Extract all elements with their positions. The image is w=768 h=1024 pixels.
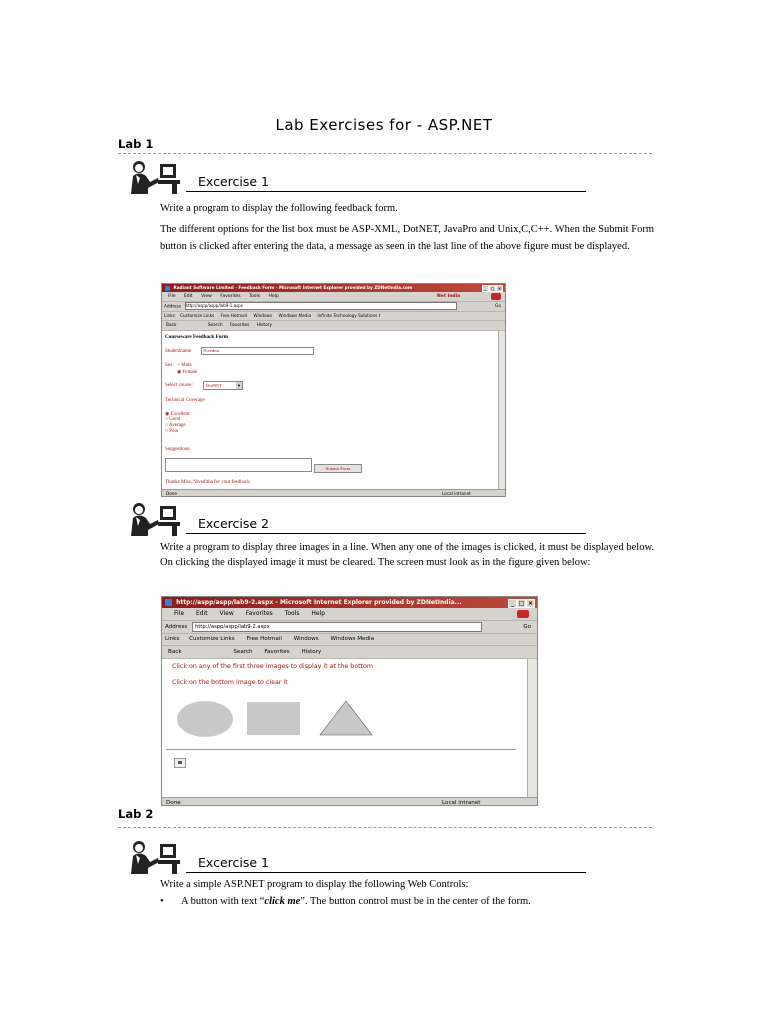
address-bar (162, 302, 505, 312)
window-title: http://aspp/aspp/lab9-2.aspx - Microsoft Internet Explorer provided by ZDNetIndia... (176, 599, 462, 606)
address-label: Address (165, 624, 188, 630)
go-button[interactable]: Go (495, 304, 501, 309)
coverage-option-good[interactable]: ○ Good (165, 417, 181, 422)
course-select[interactable] (203, 381, 243, 390)
links-label: Links (164, 313, 175, 318)
toolbar (162, 321, 505, 331)
back-button[interactable]: Back (168, 649, 182, 655)
submit-form-button[interactable]: Submit Form (314, 464, 362, 473)
ie-logo-icon (165, 599, 172, 606)
zone-text: Local intranet (442, 800, 481, 806)
status-text: Done (166, 800, 181, 806)
menu-bar (162, 608, 537, 621)
exercise-2-description: Write a program to display three images in a line. When any one of the images is clicked, it must be displayed below. On clicking the displayed image it must be cleared. The screen must look as in the figure given below: (160, 542, 654, 568)
links-bar (162, 634, 537, 646)
search-button[interactable]: Search (233, 649, 253, 655)
separator-line (166, 749, 516, 750)
triangle-image[interactable] (318, 699, 374, 737)
link-hotmail[interactable]: Free Hotmail (246, 636, 282, 642)
search-button[interactable]: Search (207, 323, 223, 328)
back-button[interactable]: Back (166, 323, 177, 328)
coverage-excellent-label: Excellent (170, 412, 190, 417)
exercise-2-rule (186, 533, 586, 534)
close-icon[interactable]: × (497, 286, 502, 291)
lab-1-heading: Lab 1 (118, 137, 154, 151)
link-infinite[interactable]: Infinite Technology Solutions t (317, 313, 381, 318)
link-customize[interactable]: Customize Links (180, 313, 215, 318)
student-name-input[interactable]: Nivedita (201, 347, 314, 355)
exercise-1-title: Excercise 1 (198, 174, 269, 189)
menu-favorites[interactable]: Favorites (245, 610, 273, 617)
ie-logo-icon (517, 610, 529, 618)
links-label: Links (165, 636, 180, 642)
rectangle-image[interactable] (246, 701, 302, 737)
lab-2-divider (118, 827, 652, 828)
maximize-icon[interactable]: □ (518, 600, 525, 607)
link-customize[interactable]: Customize Links (189, 636, 235, 642)
brand-logo: Net India (437, 294, 461, 299)
person-at-computer-icon (128, 500, 184, 536)
person-at-computer-icon (128, 838, 184, 874)
menu-file[interactable]: File (174, 610, 185, 617)
address-input[interactable]: http://aspp/aspp/lab9-1.aspx (185, 302, 457, 310)
images-screenshot (161, 596, 538, 806)
menu-help[interactable]: Help (311, 610, 326, 617)
links-bar (162, 312, 505, 321)
window-title: Radiant Software Limited - Feedback Form - Microsoft Internet Explorer provided by ZDNetIndia.com (173, 285, 413, 290)
person-at-computer-icon (128, 158, 184, 194)
feedback-form-screenshot (161, 283, 506, 497)
vertical-scrollbar[interactable] (498, 331, 505, 489)
ellipse-image[interactable] (176, 699, 236, 739)
link-hotmail[interactable]: Free Hotmail (220, 313, 248, 318)
close-icon[interactable]: × (527, 600, 534, 607)
menu-edit[interactable]: Edit (183, 294, 193, 299)
sex-option-male-label: Male (181, 363, 192, 368)
coverage-good-label: Good (169, 417, 181, 422)
coverage-average-label: Average (169, 423, 186, 428)
menu-help[interactable]: Help (268, 294, 279, 299)
coverage-option-excellent[interactable]: ◉ Excellent (165, 412, 190, 417)
maximize-icon[interactable]: □ (490, 286, 495, 291)
coverage-poor-label: Poor (169, 429, 179, 434)
menu-view[interactable]: View (201, 294, 212, 299)
exercise-1-rule (186, 191, 586, 192)
link-windows-media[interactable]: Windows Media (278, 313, 312, 318)
sex-option-male[interactable]: ○ Male (177, 363, 192, 368)
exercise-2-title: Excercise 2 (198, 516, 269, 531)
window-title-bar (162, 597, 537, 608)
page-content (162, 331, 505, 489)
instruction-line-1: Click on any of the first three images to display it at the bottom (172, 663, 374, 670)
thanks-message: Thanks Miss. Niveditha for your feedback. (165, 480, 251, 485)
link-windows[interactable]: Windows (293, 636, 319, 642)
exercise-1-description: The different options for the list box must be ASP-XML, DotNET, JavaPro and Unix,C,C++. When the Submit Form button is clicked after entering the data, a message as seen in the last line of the above figure must be displayed. (160, 224, 654, 252)
history-button[interactable]: History (301, 649, 322, 655)
history-button[interactable]: History (256, 323, 273, 328)
student-name-label: Studentname (165, 349, 192, 354)
menu-edit[interactable]: Edit (195, 610, 208, 617)
vertical-scrollbar[interactable] (527, 659, 537, 797)
coverage-label: Technical Coverage (165, 398, 205, 403)
lab-2-exercise-1-rule (186, 872, 586, 873)
broken-image-icon[interactable] (174, 758, 186, 768)
menu-tools[interactable]: Tools (249, 294, 261, 299)
course-select-value: DotNET (206, 383, 222, 388)
coverage-option-average[interactable]: ○ Average (165, 423, 186, 428)
sex-label: Sex: (165, 363, 174, 368)
status-bar (162, 489, 505, 497)
chevron-down-icon: ▼ (237, 383, 241, 388)
status-text: Done (166, 491, 178, 496)
address-label: Address (164, 304, 182, 310)
minimize-icon[interactable]: _ (482, 285, 489, 292)
favorites-button[interactable]: Favorites (264, 649, 290, 655)
zone-text: Local intranet (442, 491, 471, 496)
menu-view[interactable]: View (219, 610, 234, 617)
bullet-text-start: A button with text “ (181, 896, 265, 907)
lab-2-bullet-item (160, 893, 654, 910)
instruction-line-2: Click on the bottom image to clear it (172, 679, 288, 686)
suggestions-label: Suggestions: (165, 447, 191, 452)
go-button[interactable]: Go (523, 624, 531, 630)
page-content (162, 659, 537, 797)
lab-1-divider (118, 153, 652, 154)
menu-tools[interactable]: Tools (284, 610, 300, 617)
minimize-icon[interactable]: _ (508, 599, 517, 608)
sex-option-female[interactable]: ◉ Female (177, 370, 198, 375)
document-title: Lab Exercises for - ASP.NET (275, 116, 493, 134)
window-title-bar (162, 284, 505, 292)
course-label: Select course: (165, 383, 193, 388)
lab-2-exercise-1-title: Excercise 1 (198, 855, 269, 870)
ie-logo-icon (165, 286, 170, 291)
bullet-text-bold: click me (264, 896, 301, 907)
toolbar (162, 646, 537, 659)
coverage-option-poor[interactable]: ○ Poor (165, 429, 179, 434)
address-input[interactable]: http://aspp/aspp/lab9-2.aspx (192, 622, 482, 632)
menu-favorites[interactable]: Favorites (220, 294, 241, 299)
menu-file[interactable]: File (168, 294, 176, 299)
exercise-1-instruction: Write a program to display the following feedback form. (160, 203, 398, 214)
lab-2-exercise-1-description: Write a simple ASP.NET program to display the following Web Controls: (160, 879, 469, 890)
bullet-marker: • (160, 896, 164, 907)
bullet-text-end: ”. The button control must be in the center of the form. (300, 896, 531, 907)
sex-option-female-label: Female (182, 370, 198, 375)
status-bar (162, 797, 537, 806)
suggestions-textarea[interactable] (165, 458, 312, 472)
lab-2-heading: Lab 2 (118, 807, 154, 821)
menu-bar (162, 292, 505, 302)
link-windows[interactable]: Windows (253, 313, 273, 318)
ie-logo-icon (491, 293, 501, 300)
link-windows-media[interactable]: Windows Media (330, 636, 375, 642)
favorites-button[interactable]: Favorites (229, 323, 250, 328)
form-heading: Courseware Feedback Form (165, 334, 229, 340)
address-bar (162, 621, 537, 634)
